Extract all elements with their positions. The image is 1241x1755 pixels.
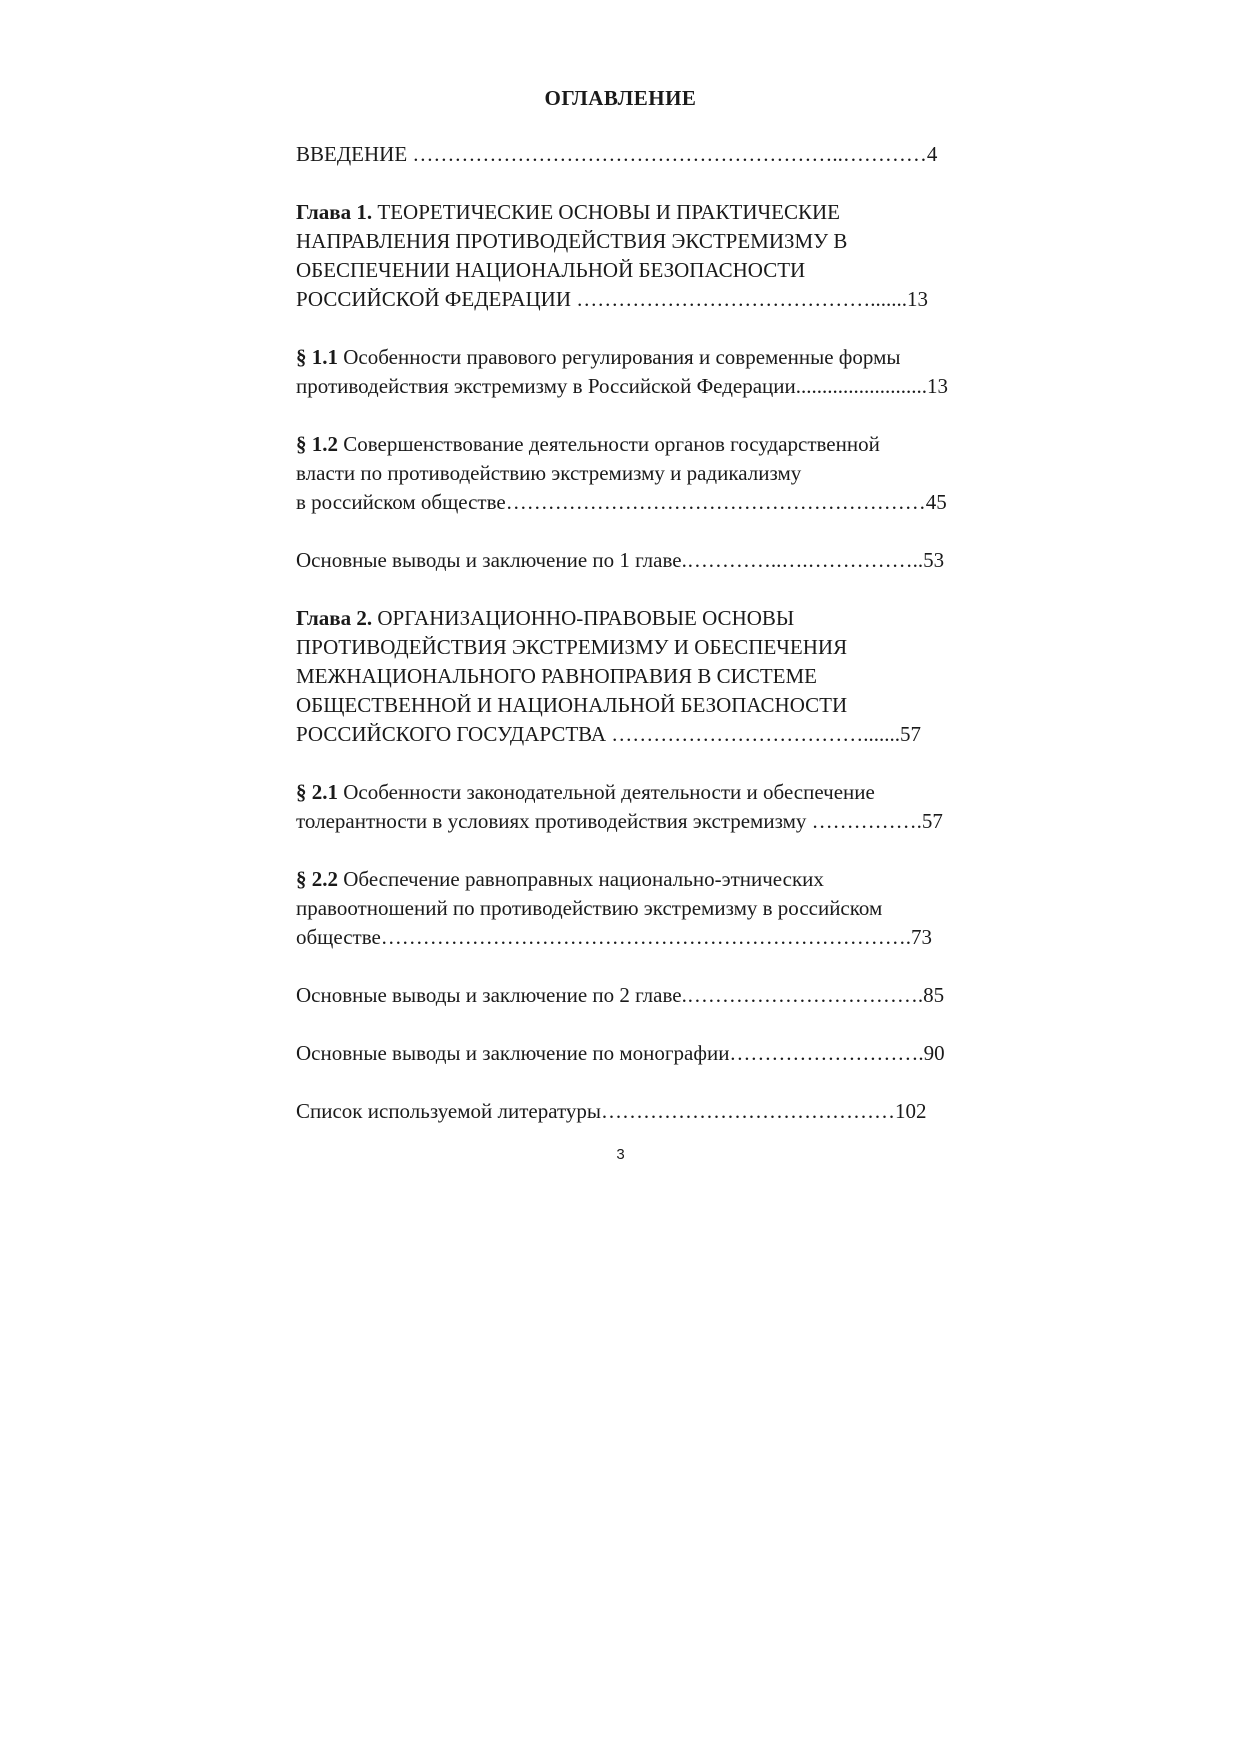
toc-entry-prefix: Глава 2. xyxy=(296,606,373,630)
toc-entry-text: Список используемой литературы……………………………………102 xyxy=(296,1099,927,1123)
toc-entry-prefix: § 1.2 xyxy=(296,432,338,456)
toc-entry-line xyxy=(296,633,1026,662)
toc-entry-text: ОБЩЕСТВЕННОЙ И НАЦИОНАЛЬНОЙ БЕЗОПАСНОСТИ xyxy=(296,693,848,717)
toc-entry-line xyxy=(296,865,1026,894)
toc-entry xyxy=(296,981,1026,1010)
toc-entry-line xyxy=(296,430,1026,459)
toc-entry-text: Основные выводы и заключение по 2 главе.…………………………….85 xyxy=(296,983,945,1007)
toc-entry-line xyxy=(296,285,1026,314)
toc-entry-line xyxy=(296,546,1026,575)
toc-entry xyxy=(296,343,1026,401)
toc-entry-line xyxy=(296,894,1026,923)
toc-entry-text: Особенности правового регулирования и современные формы xyxy=(338,345,901,369)
toc-entry-text: НАПРАВЛЕНИЯ ПРОТИВОДЕЙСТВИЯ ЭКСТРЕМИЗМУ В xyxy=(296,229,848,253)
toc-entry-line xyxy=(296,691,1026,720)
toc-entry xyxy=(296,1097,1026,1126)
page-number: 3 xyxy=(616,1146,625,1163)
toc-entry-line xyxy=(296,720,1026,749)
toc-entry-text: ПРОТИВОДЕЙСТВИЯ ЭКСТРЕМИЗМУ И ОБЕСПЕЧЕНИЯ xyxy=(296,635,848,659)
toc-entry-text: Основные выводы и заключение по 1 главе.…………..….……………..53 xyxy=(296,548,945,572)
toc-entry-line xyxy=(296,372,1026,401)
toc-entry-line xyxy=(296,807,1026,836)
toc-title: ОГЛАВЛЕНИЕ xyxy=(544,86,697,110)
toc-entry xyxy=(296,778,1026,836)
toc-entry-text: противодействия экстремизму в Российской Федерации.........................13 xyxy=(296,374,949,398)
toc-entry-line xyxy=(296,1097,1026,1126)
toc-entry-line xyxy=(296,488,1026,517)
toc-entry-line xyxy=(296,923,1026,952)
toc-entry-text: ВВЕДЕНИЕ ……………………………………………………..…………4 xyxy=(296,142,938,166)
toc-entry-text: в российском обществе……………………………………………………45 xyxy=(296,490,947,514)
toc-entry-text: Совершенствование деятельности органов государственной xyxy=(338,432,880,456)
toc-entry-text: МЕЖНАЦИОНАЛЬНОГО РАВНОПРАВИЯ В СИСТЕМЕ xyxy=(296,664,817,688)
toc-entry-text: Основные выводы и заключение по монографии……………………….90 xyxy=(296,1041,945,1065)
toc-entry-text: власти по противодействию экстремизму и радикализму xyxy=(296,461,802,485)
toc-entry-line xyxy=(296,198,1026,227)
toc-entry-text: ОРГАНИЗАЦИОННО-ПРАВОВЫЕ ОСНОВЫ xyxy=(372,606,795,630)
toc-entry-line xyxy=(296,604,1026,633)
toc-entry-text: обществе………………………………………………………………….73 xyxy=(296,925,933,949)
toc-entry-prefix: § 1.1 xyxy=(296,345,338,369)
toc-entry xyxy=(296,865,1026,952)
toc-entry-line xyxy=(296,459,1026,488)
toc-entry-prefix: Глава 1. xyxy=(296,200,373,224)
toc-entry-prefix: § 2.2 xyxy=(296,867,338,891)
toc-entry-text: толерантности в условиях противодействия экстремизму …………….57 xyxy=(296,809,943,833)
toc-entry-text: РОССИЙСКОЙ ФЕДЕРАЦИИ …………………………………….......13 xyxy=(296,287,928,311)
toc-entry-line xyxy=(296,778,1026,807)
toc-entry-line xyxy=(296,981,1026,1010)
toc-entry-line xyxy=(296,343,1026,372)
toc-entry-line xyxy=(296,227,1026,256)
toc-entry-text: Особенности законодательной деятельности и обеспечение xyxy=(338,780,875,804)
toc-entry xyxy=(296,140,1026,169)
toc-entry-text: ТЕОРЕТИЧЕСКИЕ ОСНОВЫ И ПРАКТИЧЕСКИЕ xyxy=(372,200,840,224)
toc-entry-text: правоотношений по противодействию экстремизму в российском xyxy=(296,896,883,920)
toc-entry xyxy=(296,604,1026,749)
table-of-contents xyxy=(296,140,1026,1155)
toc-entry-line xyxy=(296,140,1026,169)
toc-entry xyxy=(296,546,1026,575)
toc-entry-line xyxy=(296,256,1026,285)
toc-entry xyxy=(296,1039,1026,1068)
toc-entry xyxy=(296,198,1026,314)
toc-entry-prefix: § 2.1 xyxy=(296,780,338,804)
toc-entry-text: Обеспечение равноправных национально-этнических xyxy=(338,867,824,891)
toc-entry-line xyxy=(296,662,1026,691)
toc-entry xyxy=(296,430,1026,517)
toc-entry-text: РОССИЙСКОГО ГОСУДАРСТВА ……………………………….......57 xyxy=(296,722,922,746)
toc-entry-text: ОБЕСПЕЧЕНИИ НАЦИОНАЛЬНОЙ БЕЗОПАСНОСТИ xyxy=(296,258,806,282)
toc-entry-line xyxy=(296,1039,1026,1068)
